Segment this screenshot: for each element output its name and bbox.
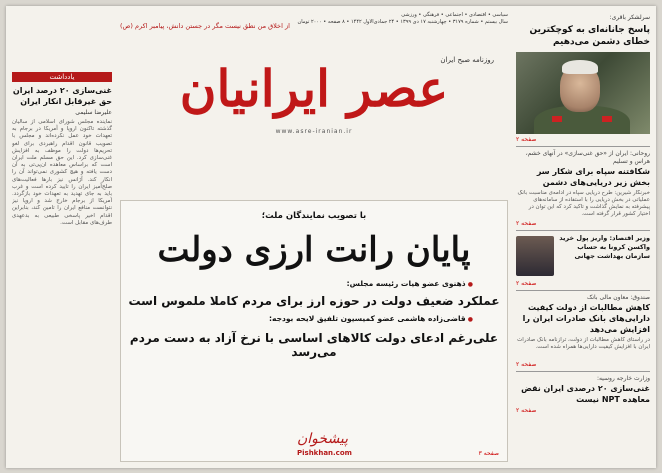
minister-thumbnail [516,236,554,276]
main-headline[interactable]: پایان رانت ارزی دولت [157,230,471,270]
story-body: خبرنگار شیرین: طرح دریایی سپاه در ادامه‌ی مناسبت بانک عملیاتی در بخش دریایی را با استفاده از سامانه‌های پیشرفته به نمایش گذاشت و تاکید کرد که این توان در اختیار کشور قرار گرفته است. [517,190,650,217]
lead-headline[interactable]: پاسخ جانانه‌ای به کوچکترین خطای دشمن می‌دهیم [529,25,650,47]
page-ref[interactable]: صفحه ۲ [516,407,537,414]
divider [516,230,650,231]
story-with-thumb [516,234,650,278]
page-ref[interactable]: صفحه ۲ [516,361,537,368]
masthead [120,12,508,200]
hair-shape [562,60,598,74]
divider [516,290,650,291]
page-ref[interactable]: صفحه ۳ [478,450,499,457]
main-kicker: با تصویب نمایندگان ملت؛ [261,211,367,221]
general-photo [516,52,650,134]
newspaper-front-page [6,6,656,468]
divider [516,146,650,147]
newspaper-logo: عصر ایرانیان [179,59,449,118]
story-kicker: صندوق: معاون مالی بانک [587,294,650,301]
section-tag: یادداشت [12,72,112,82]
sub-headline[interactable]: عملکرد ضعیف دولت در حوزه ارز برای مردم کاملا ملموس است [128,294,500,308]
main-story [120,200,508,462]
page-ref[interactable]: صفحه ۲ [516,136,537,143]
bullet-speaker: ● قاضی‌زاده هاشمی عضو کمیسیون تلفیق لایحه بودجه: [121,314,507,323]
masthead-quote: از اخلاق من نطق نیست مگر در جستن دانش، پیامبر اکرم (ص) [120,22,290,30]
story-headline[interactable]: شکافتنه سپاه برای شکار سر بخش زیر دریایی‌های دشمن [536,167,650,187]
editorial-author: علیرضا سلیمی [75,109,112,116]
logo-band [120,58,508,120]
paper-subtitle: روزنامه صبح ایران [440,56,494,64]
editorial-headline[interactable]: غنی‌سازی ۲۰ درصد ایران حق غیرقابل انکار ایران [12,86,112,106]
page-ref[interactable]: صفحه ۲ [516,280,537,287]
masthead-categories: سیاسی • اقتصادی • اجتماعی • فرهنگی • ورزشی [401,12,508,18]
page-ref[interactable]: صفحه ۲ [516,220,537,227]
right-column [516,14,650,462]
editorial-text: نماینده مجلس شورای اسلامی از سالیان گذشته تاکنون اروپا و آمریکا در برجام به تعهدات خود عمل نکرده‌اند و مجلس با تصویب قانون اقدام راهبردی برای لغو تحریم‌ها دولت را موظف به افزایش غنی‌سازی کرد. این حق مسلم ملت ایران است که براساس معاهده ان‌پی‌تی به آن دست یافته و هیچ کشوری نمی‌تواند آن را انکار کند. آژانس نیز بارها فعالیت‌های صلح‌آمیز ایران را تایید کرده است و غرب باید به جای تهدید به تعهدات خود بازگردد. آمریکا از برجام خارج شد و اروپا نیز نتوانست منافع ایران را تامین کند، بنابراین اقدام اخیر پاسخی طبیعی به بدعهدی طرف‌های مقابل است. [12,119,112,226]
insignia-patch [552,116,562,122]
bullet-speaker: ● ذهنوی عضو هیات رئیسه مجلس: [121,279,507,288]
pishkhan-logo: پیشخوان [297,431,349,447]
insignia-patch [602,116,612,122]
lead-kicker: سرلشکر باقری: [609,14,650,21]
story-headline[interactable]: وزیر اقتصاد: واریز پول خرید واکسن کرونا به حساب سازمان بهداشت جهانی [559,234,650,260]
story-kicker: وزارت خارجه روسیه: [596,375,650,382]
sub-headline[interactable]: علی‌رغم ادعای دولت کالاهای اساسی با نرخ آزاد به دست مردم می‌رسد [129,331,499,359]
left-column [12,72,112,462]
website-url[interactable]: www.asre-iranian.ir [275,128,353,135]
story-headline[interactable]: غنی‌سازی ۲۰ درصدی ایران نقض معاهده NPT نیست [521,384,650,404]
story-body: در راستای کاهش مطالبات از دولت، ترازنامه بانک صادرات ایران با افزایش کیفیت دارایی‌ها همراه شده است. [517,337,650,350]
pishkhan-url[interactable]: Pishkhan.com [297,449,352,457]
masthead-issue-info: سال بیستم • شماره ۳۱۷۹ • چهارشنبه ۱۷ دی ۱۳۹۹ • ۲۴ جمادی‌الاول ۱۴۴۲ • ۸ صفحه • ۲۰۰۰ تومان [297,19,508,25]
story-headline[interactable]: کاهش مطالبات از دولت کیفیت دارایی‌های بانک صادرات ایران را افزایش می‌دهد [522,303,650,334]
story-kicker: روحانی: ایران از «حق غنی‌سازی» در آنهای خشم، هراس و تسلیم [525,150,650,165]
divider [516,371,650,372]
